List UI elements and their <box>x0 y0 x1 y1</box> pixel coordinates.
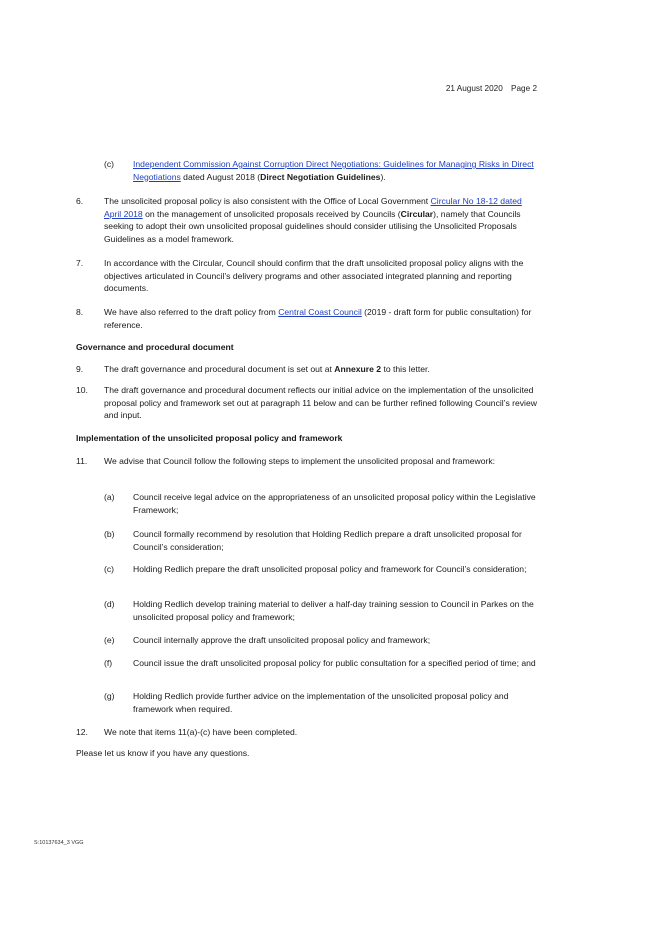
item-text: Holding Redlich prepare the draft unsolicited proposal policy and framework for Council’s consideration; <box>133 564 527 574</box>
paragraph-text: ), namely that Councils seeking to adopt their own unsolicited proposal guidelines should consider utilising the Unsolicited Proposals Guidelines as a model framework. <box>104 208 521 244</box>
item-text: Council issue the draft unsolicited proposal policy for public consultation for a specified period of time; and <box>133 658 536 668</box>
list-item-c <box>104 563 538 576</box>
item-number: (c) <box>104 564 115 574</box>
document-reference: S:10137634_3 VGG <box>34 840 84 846</box>
circular-link[interactable]: Circular No 18-12 dated April 2018 <box>104 196 522 219</box>
annexure-reference: Annexure 2 <box>334 364 382 374</box>
paragraph-6 <box>76 195 538 245</box>
paragraph-number: 8. <box>76 307 84 317</box>
item-text: dated August 2018 ( <box>180 171 261 182</box>
paragraph-text: (2019 - draft form for public consultation) for reference. <box>104 307 532 330</box>
paragraph-text: to this letter. <box>381 364 430 374</box>
paragraph-number: 12. <box>76 727 88 737</box>
item-number: (c) <box>104 159 115 169</box>
central-coast-council-link[interactable]: Central Coast Council <box>278 307 362 317</box>
paragraph-text: We advise that Council follow the following steps to implement the unsolicited proposal and framework: <box>104 456 496 466</box>
list-item-d <box>104 598 538 623</box>
item-number: (d) <box>104 599 115 609</box>
section-heading-implementation: Implementation of the unsolicited proposal policy and framework <box>76 433 343 443</box>
list-item-b <box>104 528 538 553</box>
item-number: (a) <box>104 492 115 502</box>
item-text: Council internally approve the draft unsolicited proposal policy and framework; <box>133 635 431 645</box>
item-text-end: ). <box>380 171 386 182</box>
list-item-e <box>104 634 538 647</box>
list-item-f <box>104 657 538 670</box>
header-date: 21 August 2020 <box>445 84 503 93</box>
paragraph-8 <box>76 306 538 331</box>
paragraph-12 <box>76 726 538 739</box>
paragraph-text: on the management of unsolicited proposals received by Councils ( <box>142 208 401 219</box>
paragraph-10 <box>76 384 538 422</box>
closing-line: Please let us know if you have any questions. <box>76 748 250 758</box>
item-text: Holding Redlich develop training material to deliver a half-day training session to Council in Parkes on the unsolicited proposal policy and framework; <box>133 599 534 622</box>
defined-term: Direct Negotiation Guidelines <box>260 171 381 182</box>
paragraph-7 <box>76 257 538 295</box>
list-item-a <box>104 491 538 516</box>
paragraph-number: 7. <box>76 258 84 268</box>
header-page-number: Page 2 <box>511 84 537 93</box>
defined-term: Circular <box>400 208 434 219</box>
paragraph-text: We note that items 11(a)-(c) have been completed. <box>104 727 298 737</box>
paragraph-number: 10. <box>76 385 88 395</box>
icac-guidelines-link[interactable]: Independent Commission Against Corruption Direct Negotiations: Guidelines for Managing Risks in Direct Negotiations <box>133 159 534 182</box>
item-number: (g) <box>104 691 115 701</box>
paragraph-text: In accordance with the Circular, Council should confirm that the draft unsolicited proposal policy aligns with the objectives articulated in Council’s delivery programs and other associated integrated planning and reporting documents. <box>104 258 524 293</box>
item-text: Holding Redlich provide further advice on the implementation of the unsolicited proposal policy and framework when required. <box>133 691 509 714</box>
paragraph-text: We have also referred to the draft policy from <box>104 307 279 317</box>
paragraph-text: The draft governance and procedural document reflects our initial advice on the implementation of the unsolicited proposal policy and framework set out at paragraph 11 below and can be further refined following Council’s review and input. <box>104 385 537 420</box>
item-text: Council receive legal advice on the appropriateness of an unsolicited proposal policy within the Legislative Framework; <box>133 492 536 515</box>
paragraph-text: The unsolicited proposal policy is also consistent with the Office of Local Government <box>104 196 431 206</box>
paragraph-number: 9. <box>76 364 84 374</box>
list-item-g <box>104 690 538 715</box>
paragraph-11 <box>76 455 538 468</box>
paragraph-text: The draft governance and procedural document is set out at <box>104 364 335 374</box>
item-number: (f) <box>104 658 113 668</box>
paragraph-number: 11. <box>76 456 88 466</box>
paragraph-number: 6. <box>76 196 84 206</box>
paragraph-9 <box>76 363 538 376</box>
page-header <box>446 84 537 93</box>
item-number: (b) <box>104 529 115 539</box>
item-number: (e) <box>104 635 115 645</box>
list-item-c-icac <box>104 158 538 183</box>
item-text: Council formally recommend by resolution that Holding Redlich prepare a draft unsolicited proposal for Council’s consideration; <box>133 529 522 552</box>
section-heading-governance: Governance and procedural document <box>76 342 234 352</box>
